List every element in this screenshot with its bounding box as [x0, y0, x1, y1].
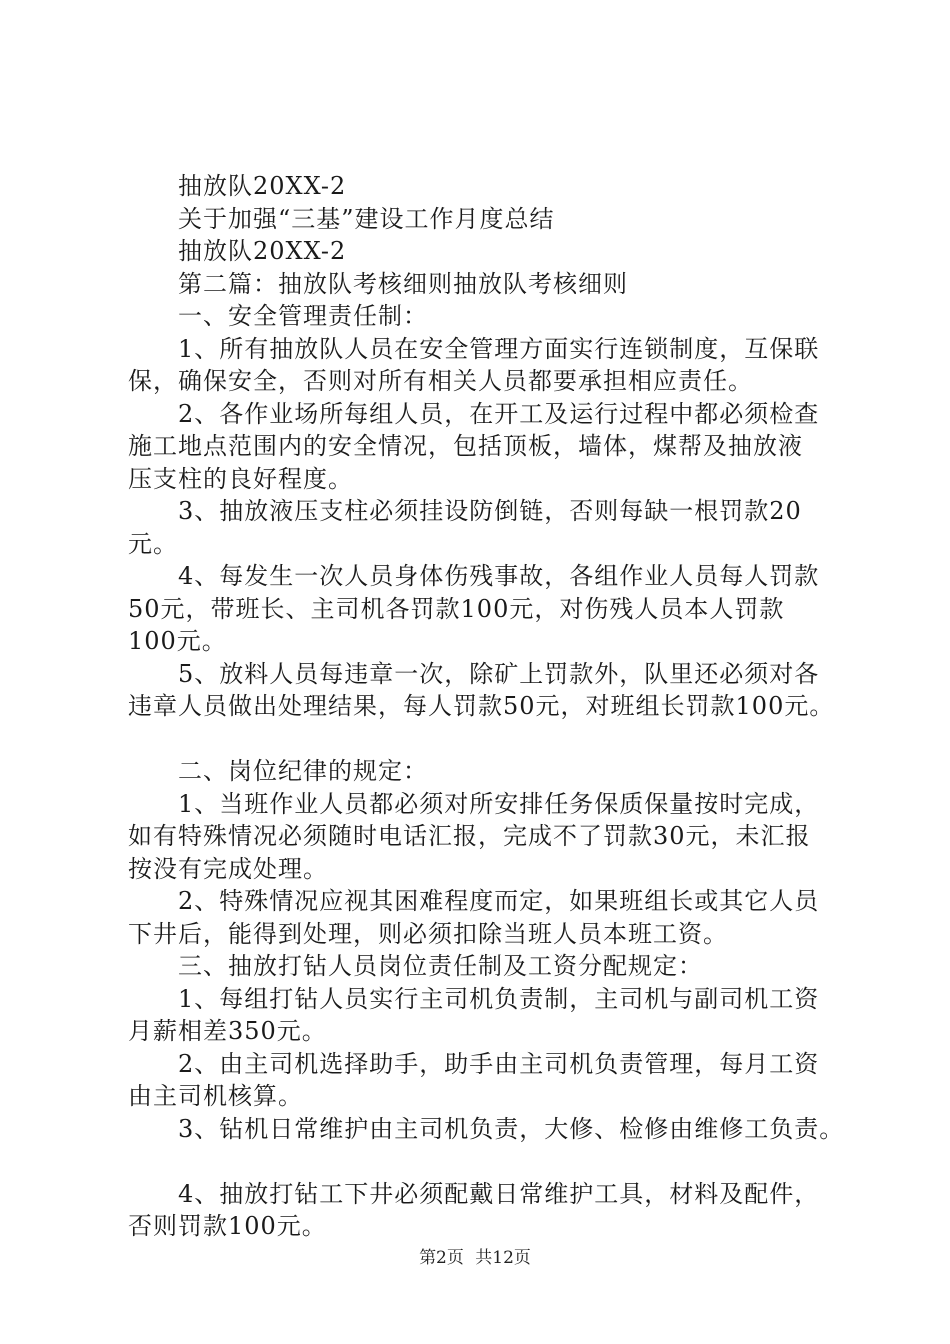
text-line: 保，确保安全，否则对所有相关人员都要承担相应责任。: [128, 367, 753, 395]
text-line: 1、当班作业人员都必须对所安排任务保质保量按时完成，: [178, 789, 820, 818]
text-line: 1、每组打钻人员实行主司机负责制，主司机与副司机工资: [178, 984, 820, 1013]
text-line: 施工地点范围内的安全情况，包括顶板，墙体，煤帮及抽放液: [128, 432, 803, 460]
page-total: 共12页: [475, 1248, 531, 1268]
text-line: 压支柱的良好程度。: [128, 464, 353, 493]
text-line: 3、抽放液压支柱必须挂设防倒链，否则每缺一根罚款20: [178, 497, 802, 525]
page-footer: [0, 1243, 950, 1268]
text-line: 1、所有抽放队人员在安全管理方面实行连锁制度，互保联: [178, 334, 820, 363]
text-line: 4、每发生一次人员身体伤残事故，各组作业人员每人罚款: [178, 562, 820, 590]
text-line: 3、钻机日常维护由主司机负责，大修、检修由维修工负责。: [178, 1114, 845, 1143]
text-line: 月薪相差350元。: [128, 1017, 327, 1045]
text-line: 5、放料人员每违章一次，除矿上罚款外，队里还必须对各: [178, 659, 820, 688]
text-line: 按没有完成处理。: [128, 854, 328, 883]
text-line: 关于加强“三基”建设工作月度总结: [178, 204, 555, 233]
text-line: 元。: [128, 529, 178, 558]
text-line: 抽放队20XX-2: [178, 237, 347, 265]
text-line: 2、各作业场所每组人员，在开工及运行过程中都必须检查: [178, 399, 820, 428]
text-line: 50元，带班长、主司机各罚款100元，对伤残人员本人罚款: [128, 594, 785, 623]
page-number: 第2页: [419, 1248, 464, 1268]
text-line: 抽放队20XX-2: [178, 172, 347, 200]
text-line: 4、抽放打钻工下井必须配戴日常维护工具，材料及配件，: [178, 1179, 820, 1208]
text-line: 下井后，能得到处理，则必须扣除当班人员本班工资。: [128, 919, 728, 948]
text-line: 违章人员做出处理结果，每人罚款50元，对班组长罚款100元。: [128, 692, 835, 720]
text-line: 二、岗位纪律的规定：: [178, 757, 428, 785]
text-line: 如有特殊情况必须随时电话汇报，完成不了罚款30元，未汇报: [128, 822, 811, 850]
text-line: 第二篇：抽放队考核细则抽放队考核细则: [178, 269, 628, 298]
blank-line: [128, 1145, 848, 1178]
text-line: 由主司机核算。: [128, 1082, 303, 1110]
text-line: 100元。: [128, 627, 227, 655]
text-line: 一、安全管理责任制：: [178, 302, 428, 330]
text-line: 否则罚款100元。: [128, 1212, 327, 1240]
blank-line: [128, 723, 848, 756]
text-line: 三、抽放打钻人员岗位责任制及工资分配规定：: [178, 952, 703, 980]
text-line: 2、由主司机选择助手，助手由主司机负责管理，每月工资: [178, 1049, 820, 1078]
document-body: [128, 170, 848, 1243]
text-line: 2、特殊情况应视其困难程度而定，如果班组长或其它人员: [178, 887, 820, 915]
